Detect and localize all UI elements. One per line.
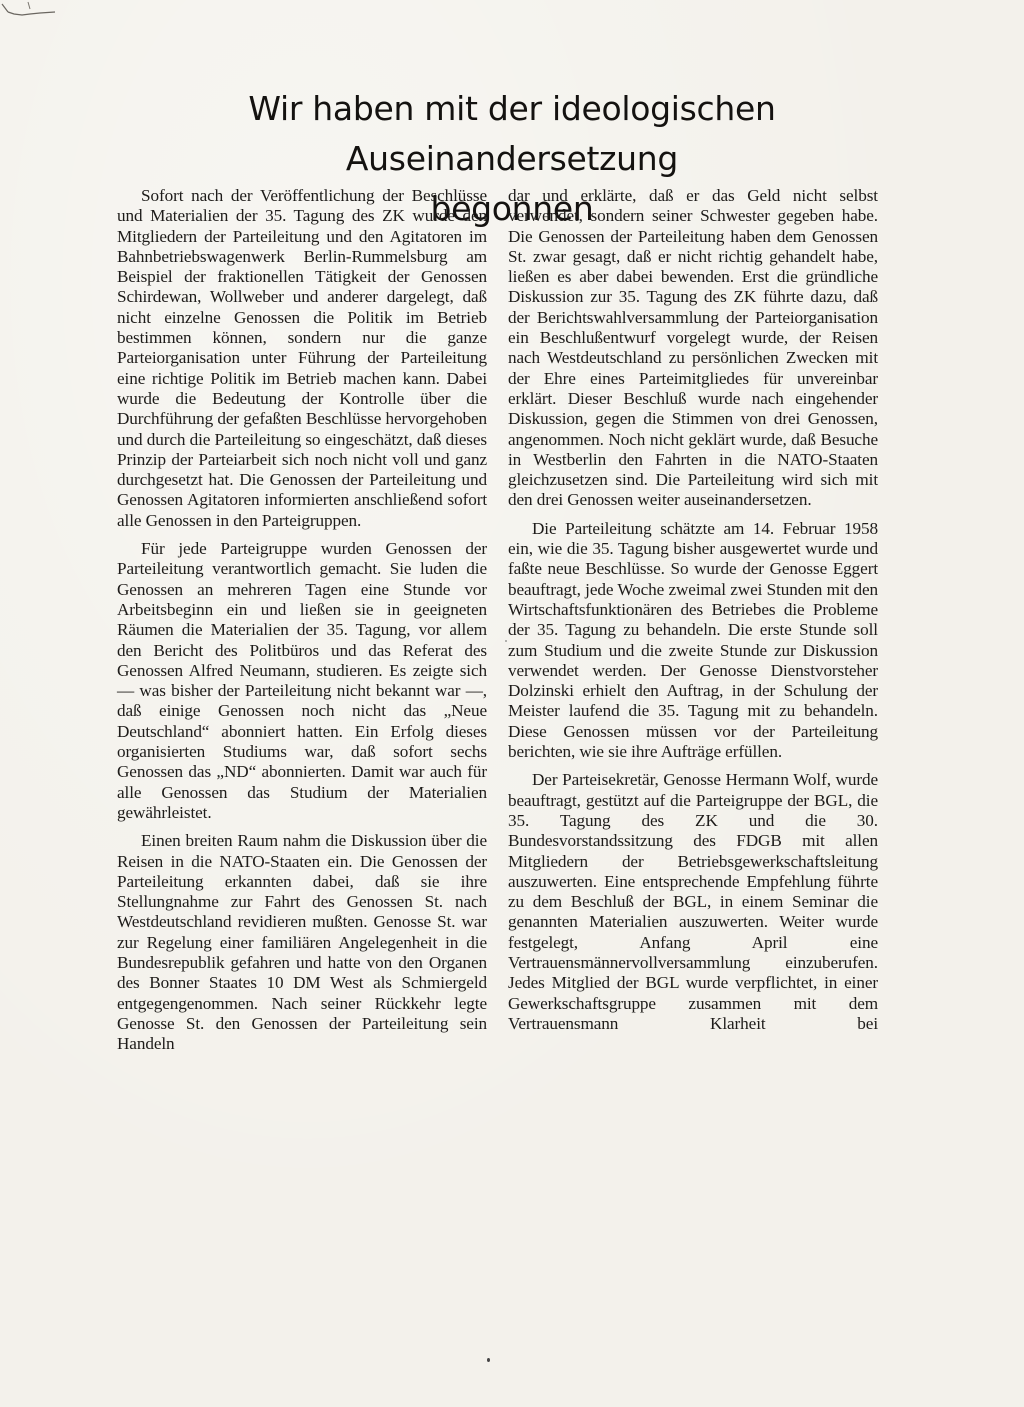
- corner-pencil-mark: [0, 0, 70, 30]
- left-column: [117, 186, 487, 1062]
- title-line-2: begonnen: [430, 189, 594, 228]
- paragraph-2: Für jede Parteigruppe wurden Genossen der Parteileitung verantwortlich gemacht. Sie luden die Genossen an mehreren Tagen eine Stunde vor Arbeitsbeginn ein und ließen sie in geeigneten Räumen die Materialien der 35. Tagung, vor allem den Bericht des Politbüros und das Referat des Genossen Alfred Neumann, studieren. Es zeigte sich — was bisher der Parteileitung nicht bekannt war —, daß einige Genossen noch nicht das „Neue Deutschland“ abonniert hatten. Ein Erfolg dieses organisierten Studiums war, daß sofort sechs Genossen das „ND“ abonnierten. Damit war auch für alle Genossen das Studium der Materialien gewährleistet.: [117, 539, 487, 822]
- right-column: [508, 186, 878, 1042]
- paragraph-1: Sofort nach der Veröffentlichung der Beschlüsse und Materialien der 35. Tagung des ZK wurde den Mitgliedern der Parteileitung und den Agitatoren im Bahnbetriebswagenwerk Berlin-Rummelsburg am Beispiel der fraktionellen Tätigkeit der Genossen Schirdewan, Wollweber und anderer dargelegt, daß nicht einzelne Genossen die Politik im Betrieb bestimmen können, sondern nur die ganze Parteiorganisation unter Führung der Parteileitung eine richtige Politik im Betrieb machen kann. Dabei wurde die Bedeutung der Kontrolle über die Durchführung der gefaßten Beschlüsse hervorgehoben und durch die Parteileitung so eingeschätzt, daß dieses Prinzip der Parteiarbeit sich noch nicht voll und ganz durchgesetzt hat. Die Genossen der Parteileitung und Genossen Agitatoren informierten anschließend sofort alle Genossen in den Parteigruppen.: [117, 186, 487, 530]
- paragraph-5: Der Parteisekretär, Genosse Hermann Wolf, wurde beauftragt, gestützt auf die Parteigruppe der BGL, die 35. Tagung des ZK und die 30. Bundesvorstandssitzung des FDGB mit allen Mitgliedern der Betriebsgewerkschaftsleitung auszuwerten. Eine entsprechende Empfehlung führte zu dem Beschluß der BGL, in einem Seminar die genannten Materialien auszuwerten. Weiter wurde festgelegt, Anfang April eine Vertrauensmännervollversammlung einzuberufen. Jedes Mitglied der BGL wurde verpflichtet, in einer Gewerkschaftsgruppe zusammen mit dem Vertrauensmann Klarheit bei: [508, 770, 878, 1033]
- paragraph-3: Einen breiten Raum nahm die Diskussion über die Reisen in die NATO-Staaten ein. Die Genossen der Parteileitung erkannten dabei, daß sie ihre Stellungnahme zur Fahrt des Genossen St. nach Westdeutschland revidieren mußten. Genosse St. war zur Regelung einer familiären Angelegenheit in die Bundesrepublik gefahren und hatte von den Organen des Bonner Staates 10 DM West als Schmiergeld entgegengenommen. Nach seiner Rückkehr legte Genosse St. den Genossen der Parteileitung sein Handeln: [117, 831, 487, 1054]
- paper-speck: [487, 1358, 490, 1362]
- paper-speck: [505, 640, 507, 642]
- paragraph-3-continued: dar und erklärte, daß er das Geld nicht selbst verwendet, sondern seiner Schwester gegeben habe. Die Genossen der Parteileitung haben dem Genossen St. zwar gesagt, daß er nicht richtig gehandelt habe, ließen es aber dabei bewenden. Erst die gründliche Diskussion zur 35. Tagung des ZK führte dazu, daß der Berichtswahlversammlung der Parteiorganisation ein Beschlußentwurf vorgelegt wurde, der Reisen nach Westdeutschland zu persönlichen Zwecken mit der Ehre eines Parteimitgliedes für unvereinbar erklärt. Dieser Beschluß wurde nach eingehender Diskussion, gegen die Stimmen von drei Genossen, angenommen. Noch nicht geklärt wurde, daß Besuche in Westberlin den Fahrten in die NATO-Staaten gleichzusetzen sind. Die Parteileitung wird sich mit den drei Genossen weiter auseinandersetzen.: [508, 186, 878, 510]
- paragraph-4: Die Parteileitung schätzte am 14. Februar 1958 ein, wie die 35. Tagung bisher ausgewertet wurde und faßte neue Beschlüsse. So wurde der Genosse Eggert beauftragt, jede Woche zweimal zwei Stunden mit den Wirtschaftsfunktionären des Betriebes die Probleme der 35. Tagung zu behandeln. Die erste Stunde soll zum Studium und die zweite Stunde zur Diskussion verwendet werden. Der Genosse Dienstvorsteher Dolzinski erhielt den Auftrag, in der Schulung der Meister laufend die 35. Tagung mit zu behandeln. Diese Genossen müssen vor der Parteileitung berichten, wie sie ihre Aufträge erfüllen.: [508, 518, 878, 762]
- title-line-1: Wir haben mit der ideologischen Auseinandersetzung: [248, 89, 776, 178]
